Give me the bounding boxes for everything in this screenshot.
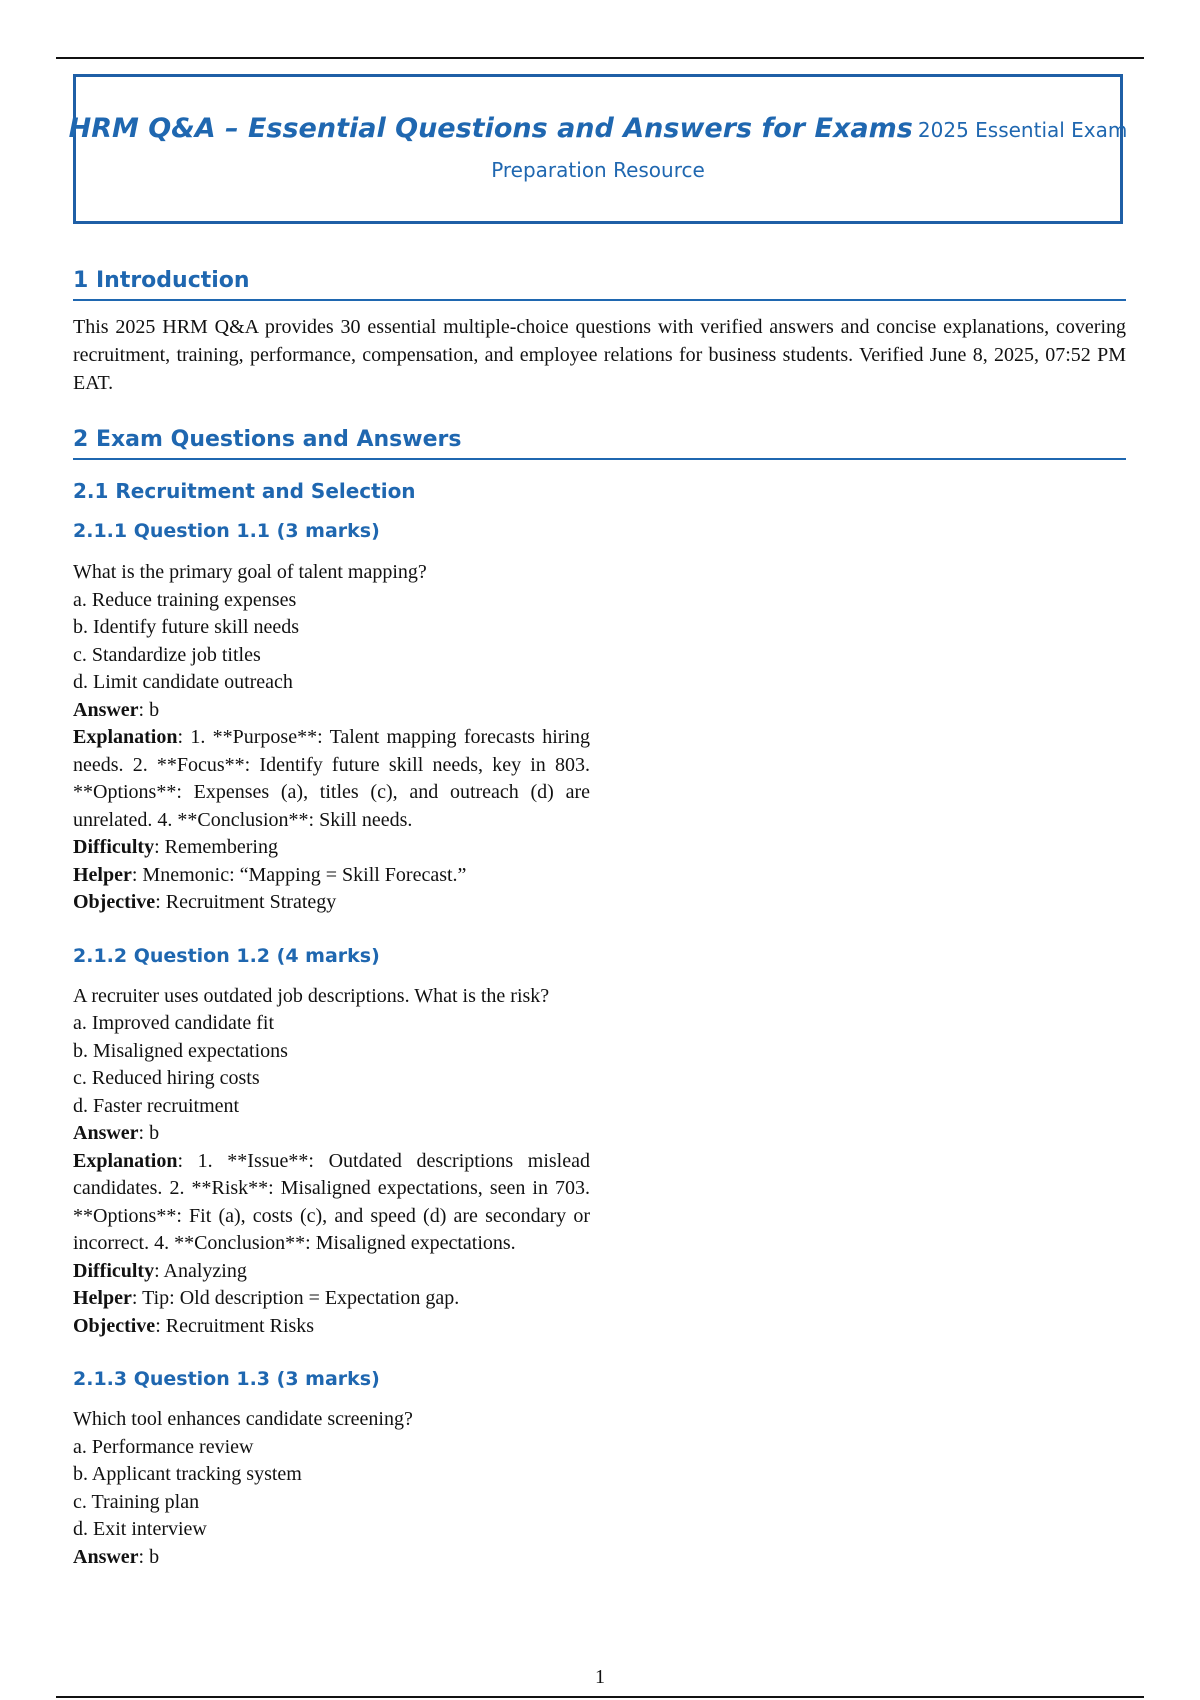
- difficulty-value: : Remembering: [154, 836, 278, 858]
- option-b: b. Misaligned expectations: [73, 1039, 288, 1062]
- question-heading: 2.1.3 Question 1.3 (3 marks): [73, 1368, 380, 1390]
- difficulty-line: [73, 1258, 590, 1286]
- document-title: HRM Q&A – Essential Questions and Answers for Exams: [68, 112, 913, 144]
- question-block: [73, 1406, 590, 1571]
- option-a: a. Improved candidate fit: [73, 1012, 275, 1034]
- question-heading: 2.1.1 Question 1.1 (3 marks): [73, 520, 380, 542]
- difficulty-label: Difficulty: [73, 1259, 155, 1282]
- introduction-paragraph: This 2025 HRM Q&A provides 30 essential multiple-choice questions with verified answers and concise explanations, covering recruitment, training, performance, compensation, and employee relations for business students. Verified June 8, 2025, 07:52 PM EAT.: [73, 316, 1126, 394]
- option-d: d. Exit interview: [73, 1518, 207, 1540]
- helper-value: : Mnemonic: “Mapping = Skill Forecast.”: [131, 863, 467, 886]
- question-text: A recruiter uses outdated job descriptions. What is the risk?: [73, 984, 550, 1007]
- title-box: [68, 74, 1128, 224]
- answer-value: : b: [138, 1545, 160, 1568]
- objective-label: Objective: [73, 1314, 156, 1337]
- helper-label: Helper: [73, 863, 132, 886]
- helper-line: [73, 862, 590, 890]
- helper-line: [73, 1285, 590, 1313]
- objective-line: [73, 889, 590, 917]
- option-b: b. Applicant tracking system: [73, 1463, 302, 1485]
- difficulty-value: : Analyzing: [154, 1259, 247, 1282]
- section-heading-introduction: 1 Introduction: [73, 268, 1126, 301]
- bottom-rule: [56, 1696, 1144, 1698]
- objective-line: [73, 1313, 590, 1341]
- option-c: c. Training plan: [73, 1490, 200, 1513]
- difficulty-label: Difficulty: [73, 836, 155, 858]
- question-block: [73, 983, 590, 1341]
- title-line: [69, 110, 1128, 151]
- explanation-label: Explanation: [73, 1149, 178, 1172]
- option-d: d. Limit candidate outreach: [73, 671, 293, 693]
- objective-value: : Recruitment Risks: [155, 1314, 315, 1337]
- subsection-heading-recruitment: 2.1 Recruitment and Selection: [73, 479, 416, 503]
- question-text: Which tool enhances candidate screening?: [73, 1408, 413, 1430]
- option-d: d. Faster recruitment: [73, 1094, 240, 1117]
- answer-value: : b: [138, 1122, 160, 1144]
- explanation-text: : 1. **Purpose**: Talent mapping forecasts hiring needs. 2. **Focus**: Identify future skill needs, key in 803. **Options**: Expenses (a), titles (c), and outreach (d) are unrelated. 4. **Conclusion**: Skill needs.: [73, 726, 590, 831]
- answer-line: [73, 1544, 590, 1572]
- explanation-line: [73, 1148, 590, 1258]
- helper-value: : Tip: Old description = Expectation gap.: [131, 1287, 460, 1309]
- answer-value: : b: [138, 698, 160, 721]
- question-block: [73, 559, 590, 917]
- answer-line: [73, 697, 590, 725]
- answer-line: [73, 1120, 590, 1148]
- answer-label: Answer: [73, 1122, 139, 1144]
- option-a: a. Reduce training expenses: [73, 588, 297, 611]
- explanation-text: : 1. **Issue**: Outdated descriptions mislead candidates. 2. **Risk**: Misaligned expectations, seen in 703. **Options**: Fit (a), costs (c), and speed (d) are secondary or incorrect. 4. **Conclusion**: Misaligned expectations.: [73, 1149, 590, 1254]
- explanation-line: [73, 724, 590, 834]
- option-c: c. Standardize job titles: [73, 643, 261, 666]
- objective-label: Objective: [73, 891, 156, 913]
- objective-value: : Recruitment Strategy: [155, 891, 337, 913]
- option-b: b. Identify future skill needs: [73, 616, 300, 638]
- question-text: What is the primary goal of talent mapping?: [73, 561, 427, 583]
- helper-label: Helper: [73, 1287, 132, 1309]
- section-heading-exam: 2 Exam Questions and Answers: [73, 427, 1126, 460]
- question-heading: 2.1.2 Question 1.2 (4 marks): [73, 944, 380, 967]
- document-body: [73, 268, 1126, 1571]
- difficulty-line: [73, 834, 590, 862]
- document-subtitle-part2: Preparation Resource: [491, 157, 705, 182]
- page-number: 1: [595, 1666, 605, 1688]
- document-subtitle-part1: 2025 Essential Exam: [917, 117, 1128, 142]
- explanation-label: Explanation: [73, 726, 178, 748]
- top-rule: [56, 57, 1144, 59]
- answer-label: Answer: [73, 1545, 139, 1568]
- answer-label: Answer: [73, 698, 139, 721]
- option-c: c. Reduced hiring costs: [73, 1067, 260, 1089]
- option-a: a. Performance review: [73, 1435, 254, 1458]
